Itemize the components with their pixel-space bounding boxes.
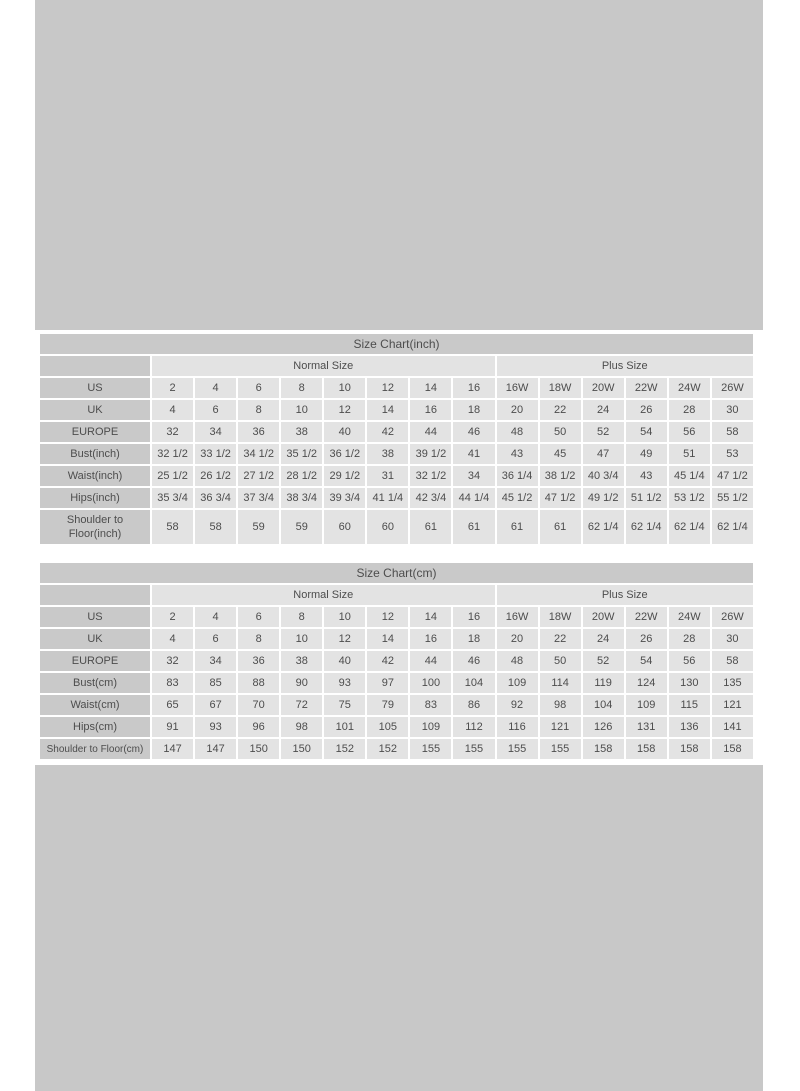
size-cell: 48 [497, 422, 538, 442]
size-cell: 44 [410, 422, 451, 442]
size-cell: 22W [626, 378, 667, 398]
row-label: Bust(inch) [40, 444, 150, 464]
size-cell: 61 [453, 510, 494, 544]
size-cell: 61 [410, 510, 451, 544]
row-label: EUROPE [40, 651, 150, 671]
size-cell: 150 [281, 739, 322, 759]
group-header-cell: Plus Size [497, 356, 754, 376]
size-cell: 14 [410, 607, 451, 627]
size-cell: 41 [453, 444, 494, 464]
size-cell: 116 [497, 717, 538, 737]
table-title: Size Chart(inch) [40, 334, 753, 354]
size-cell: 40 3/4 [583, 466, 624, 486]
row-label: Bust(cm) [40, 673, 150, 693]
size-cell: 43 [626, 466, 667, 486]
row-label: US [40, 607, 150, 627]
size-cell: 45 1/4 [669, 466, 710, 486]
table-row [40, 400, 753, 420]
size-cell: 38 3/4 [281, 488, 322, 508]
size-cell: 60 [367, 510, 408, 544]
size-cell: 109 [410, 717, 451, 737]
size-cell: 30 [712, 400, 753, 420]
size-cell: 41 1/4 [367, 488, 408, 508]
table-row [40, 673, 753, 693]
size-cell: 49 [626, 444, 667, 464]
size-cell: 54 [626, 651, 667, 671]
size-cell: 24W [669, 378, 710, 398]
size-cell: 135 [712, 673, 753, 693]
size-cell: 47 1/2 [712, 466, 753, 486]
size-cell: 91 [152, 717, 193, 737]
size-cell: 101 [324, 717, 365, 737]
size-cell: 47 1/2 [540, 488, 581, 508]
size-cell: 24 [583, 400, 624, 420]
size-cell: 6 [195, 400, 236, 420]
size-cell: 40 [324, 651, 365, 671]
size-cell: 24W [669, 607, 710, 627]
size-cell: 43 [497, 444, 538, 464]
size-cell: 109 [626, 695, 667, 715]
size-cell: 16W [497, 378, 538, 398]
size-cell: 49 1/2 [583, 488, 624, 508]
size-cell: 26 1/2 [195, 466, 236, 486]
size-cell: 62 1/4 [712, 510, 753, 544]
size-cell: 12 [324, 629, 365, 649]
size-cell: 147 [195, 739, 236, 759]
size-cell: 97 [367, 673, 408, 693]
size-cell: 155 [540, 739, 581, 759]
table-row [40, 739, 753, 759]
group-header-row [40, 585, 753, 605]
size-cell: 18 [453, 400, 494, 420]
size-cell: 42 [367, 422, 408, 442]
row-label: UK [40, 400, 150, 420]
size-cell: 93 [195, 717, 236, 737]
header-spacer-cell [40, 356, 150, 376]
table-title-row [40, 563, 753, 583]
size-cell: 26 [626, 400, 667, 420]
size-cell: 79 [367, 695, 408, 715]
size-cell: 44 1/4 [453, 488, 494, 508]
size-cell: 54 [626, 422, 667, 442]
size-cell: 70 [238, 695, 279, 715]
size-cell: 32 [152, 651, 193, 671]
size-cell: 20 [497, 400, 538, 420]
size-cell: 62 1/4 [626, 510, 667, 544]
size-cell: 4 [152, 629, 193, 649]
size-cell: 36 1/2 [324, 444, 365, 464]
size-cell: 39 3/4 [324, 488, 365, 508]
size-cell: 8 [238, 629, 279, 649]
size-cell: 42 3/4 [410, 488, 451, 508]
size-cell: 62 1/4 [583, 510, 624, 544]
size-cell: 119 [583, 673, 624, 693]
size-cell: 48 [497, 651, 538, 671]
size-cell: 131 [626, 717, 667, 737]
size-cell: 34 [195, 651, 236, 671]
size-cell: 52 [583, 422, 624, 442]
size-cell: 56 [669, 422, 710, 442]
size-cell: 37 3/4 [238, 488, 279, 508]
size-cell: 16 [410, 629, 451, 649]
size-cell: 42 [367, 651, 408, 671]
size-cell: 10 [281, 629, 322, 649]
size-cell: 34 1/2 [238, 444, 279, 464]
size-cell: 44 [410, 651, 451, 671]
size-cell: 16 [453, 607, 494, 627]
size-cell: 38 [281, 651, 322, 671]
header-spacer-cell [40, 585, 150, 605]
size-cell: 28 [669, 629, 710, 649]
size-cell: 16 [410, 400, 451, 420]
size-cell: 18W [540, 378, 581, 398]
size-cell: 18 [453, 629, 494, 649]
size-cell: 58 [152, 510, 193, 544]
size-cell: 16 [453, 378, 494, 398]
size-cell: 150 [238, 739, 279, 759]
size-cell: 2 [152, 378, 193, 398]
size-cell: 51 1/2 [626, 488, 667, 508]
size-cell: 85 [195, 673, 236, 693]
size-cell: 124 [626, 673, 667, 693]
size-cell: 10 [324, 607, 365, 627]
size-cell: 32 1/2 [152, 444, 193, 464]
table-row [40, 488, 753, 508]
size-cell: 104 [583, 695, 624, 715]
row-label: Hips(inch) [40, 488, 150, 508]
group-header-row [40, 356, 753, 376]
row-label: Waist(inch) [40, 466, 150, 486]
size-cell: 130 [669, 673, 710, 693]
size-cell: 50 [540, 422, 581, 442]
size-cell: 40 [324, 422, 365, 442]
row-label: Hips(cm) [40, 717, 150, 737]
size-cell: 38 [281, 422, 322, 442]
size-cell: 47 [583, 444, 624, 464]
size-cell: 34 [195, 422, 236, 442]
size-cell: 58 [195, 510, 236, 544]
size-cell: 92 [497, 695, 538, 715]
size-cell: 29 1/2 [324, 466, 365, 486]
size-chart-inch-table [38, 332, 755, 546]
size-cell: 20 [497, 629, 538, 649]
size-cell: 31 [367, 466, 408, 486]
size-cell: 59 [238, 510, 279, 544]
size-chart-cm-table [38, 561, 755, 761]
size-cell: 152 [324, 739, 365, 759]
size-cell: 22 [540, 400, 581, 420]
size-cell: 61 [497, 510, 538, 544]
size-cell: 36 3/4 [195, 488, 236, 508]
size-cell: 18W [540, 607, 581, 627]
size-cell: 20W [583, 378, 624, 398]
row-label: Shoulder to Floor(inch) [40, 510, 150, 544]
size-cell: 158 [712, 739, 753, 759]
size-cell: 114 [540, 673, 581, 693]
table-row [40, 444, 753, 464]
size-cell: 58 [712, 422, 753, 442]
table-row [40, 607, 753, 627]
size-cell: 8 [281, 607, 322, 627]
size-cell: 4 [152, 400, 193, 420]
size-cell: 59 [281, 510, 322, 544]
row-label: US [40, 378, 150, 398]
size-cell: 112 [453, 717, 494, 737]
size-cell: 75 [324, 695, 365, 715]
size-cell: 33 1/2 [195, 444, 236, 464]
size-cell: 65 [152, 695, 193, 715]
size-cell: 52 [583, 651, 624, 671]
size-cell: 35 3/4 [152, 488, 193, 508]
size-cell: 26 [626, 629, 667, 649]
size-cell: 8 [238, 400, 279, 420]
size-cell: 67 [195, 695, 236, 715]
size-cell: 25 1/2 [152, 466, 193, 486]
size-cell: 50 [540, 651, 581, 671]
size-cell: 38 1/2 [540, 466, 581, 486]
size-cell: 61 [540, 510, 581, 544]
size-cell: 32 [152, 422, 193, 442]
size-cell: 27 1/2 [238, 466, 279, 486]
bottom-gray-block [35, 765, 763, 1091]
size-cell: 53 [712, 444, 753, 464]
size-cell: 35 1/2 [281, 444, 322, 464]
size-cell: 46 [453, 651, 494, 671]
size-cell: 45 [540, 444, 581, 464]
size-cell: 46 [453, 422, 494, 442]
size-cell: 14 [367, 400, 408, 420]
size-cell: 28 [669, 400, 710, 420]
size-cell: 62 1/4 [669, 510, 710, 544]
table-row [40, 629, 753, 649]
table-row [40, 466, 753, 486]
size-cell: 86 [453, 695, 494, 715]
size-cell: 8 [281, 378, 322, 398]
size-cell: 104 [453, 673, 494, 693]
size-cell: 39 1/2 [410, 444, 451, 464]
size-cell: 6 [195, 629, 236, 649]
table-title-row [40, 334, 753, 354]
size-cell: 83 [152, 673, 193, 693]
table-row [40, 651, 753, 671]
group-header-cell: Plus Size [497, 585, 754, 605]
size-cell: 12 [367, 607, 408, 627]
size-cell: 109 [497, 673, 538, 693]
size-cell: 60 [324, 510, 365, 544]
size-cell: 28 1/2 [281, 466, 322, 486]
table-row [40, 510, 753, 544]
size-cell: 4 [195, 378, 236, 398]
size-cell: 88 [238, 673, 279, 693]
size-cell: 90 [281, 673, 322, 693]
size-cell: 34 [453, 466, 494, 486]
table-row [40, 695, 753, 715]
size-cell: 6 [238, 607, 279, 627]
size-cell: 12 [324, 400, 365, 420]
size-cell: 24 [583, 629, 624, 649]
size-cell: 14 [367, 629, 408, 649]
size-cell: 36 1/4 [497, 466, 538, 486]
size-cell: 96 [238, 717, 279, 737]
size-cell: 51 [669, 444, 710, 464]
size-cell: 152 [367, 739, 408, 759]
table-row [40, 422, 753, 442]
size-cell: 93 [324, 673, 365, 693]
size-cell: 147 [152, 739, 193, 759]
size-cell: 98 [540, 695, 581, 715]
size-cell: 30 [712, 629, 753, 649]
group-header-cell: Normal Size [152, 585, 495, 605]
row-label: EUROPE [40, 422, 150, 442]
size-cell: 155 [410, 739, 451, 759]
size-cell: 4 [195, 607, 236, 627]
size-cell: 141 [712, 717, 753, 737]
size-cell: 26W [712, 607, 753, 627]
size-cell: 32 1/2 [410, 466, 451, 486]
size-cell: 10 [281, 400, 322, 420]
row-label: UK [40, 629, 150, 649]
size-cell: 2 [152, 607, 193, 627]
size-cell: 53 1/2 [669, 488, 710, 508]
size-cell: 136 [669, 717, 710, 737]
row-label: Waist(cm) [40, 695, 150, 715]
size-cell: 16W [497, 607, 538, 627]
group-header-cell: Normal Size [152, 356, 495, 376]
size-cell: 36 [238, 422, 279, 442]
size-cell: 45 1/2 [497, 488, 538, 508]
table-row [40, 378, 753, 398]
size-cell: 38 [367, 444, 408, 464]
size-cell: 83 [410, 695, 451, 715]
size-cell: 155 [497, 739, 538, 759]
size-cell: 158 [669, 739, 710, 759]
size-cell: 121 [712, 695, 753, 715]
size-cell: 72 [281, 695, 322, 715]
size-cell: 158 [626, 739, 667, 759]
top-gray-block [35, 0, 763, 330]
size-cell: 36 [238, 651, 279, 671]
size-cell: 126 [583, 717, 624, 737]
size-cell: 26W [712, 378, 753, 398]
size-cell: 100 [410, 673, 451, 693]
size-cell: 58 [712, 651, 753, 671]
size-cell: 98 [281, 717, 322, 737]
table-row [40, 717, 753, 737]
size-cell: 22 [540, 629, 581, 649]
size-cell: 121 [540, 717, 581, 737]
size-cell: 105 [367, 717, 408, 737]
size-cell: 155 [453, 739, 494, 759]
size-cell: 6 [238, 378, 279, 398]
row-label: Shoulder to Floor(cm) [40, 739, 150, 759]
size-cell: 10 [324, 378, 365, 398]
size-cell: 56 [669, 651, 710, 671]
size-cell: 20W [583, 607, 624, 627]
size-cell: 12 [367, 378, 408, 398]
size-cell: 115 [669, 695, 710, 715]
size-cell: 14 [410, 378, 451, 398]
size-cell: 158 [583, 739, 624, 759]
size-cell: 22W [626, 607, 667, 627]
size-cell: 55 1/2 [712, 488, 753, 508]
table-title: Size Chart(cm) [40, 563, 753, 583]
